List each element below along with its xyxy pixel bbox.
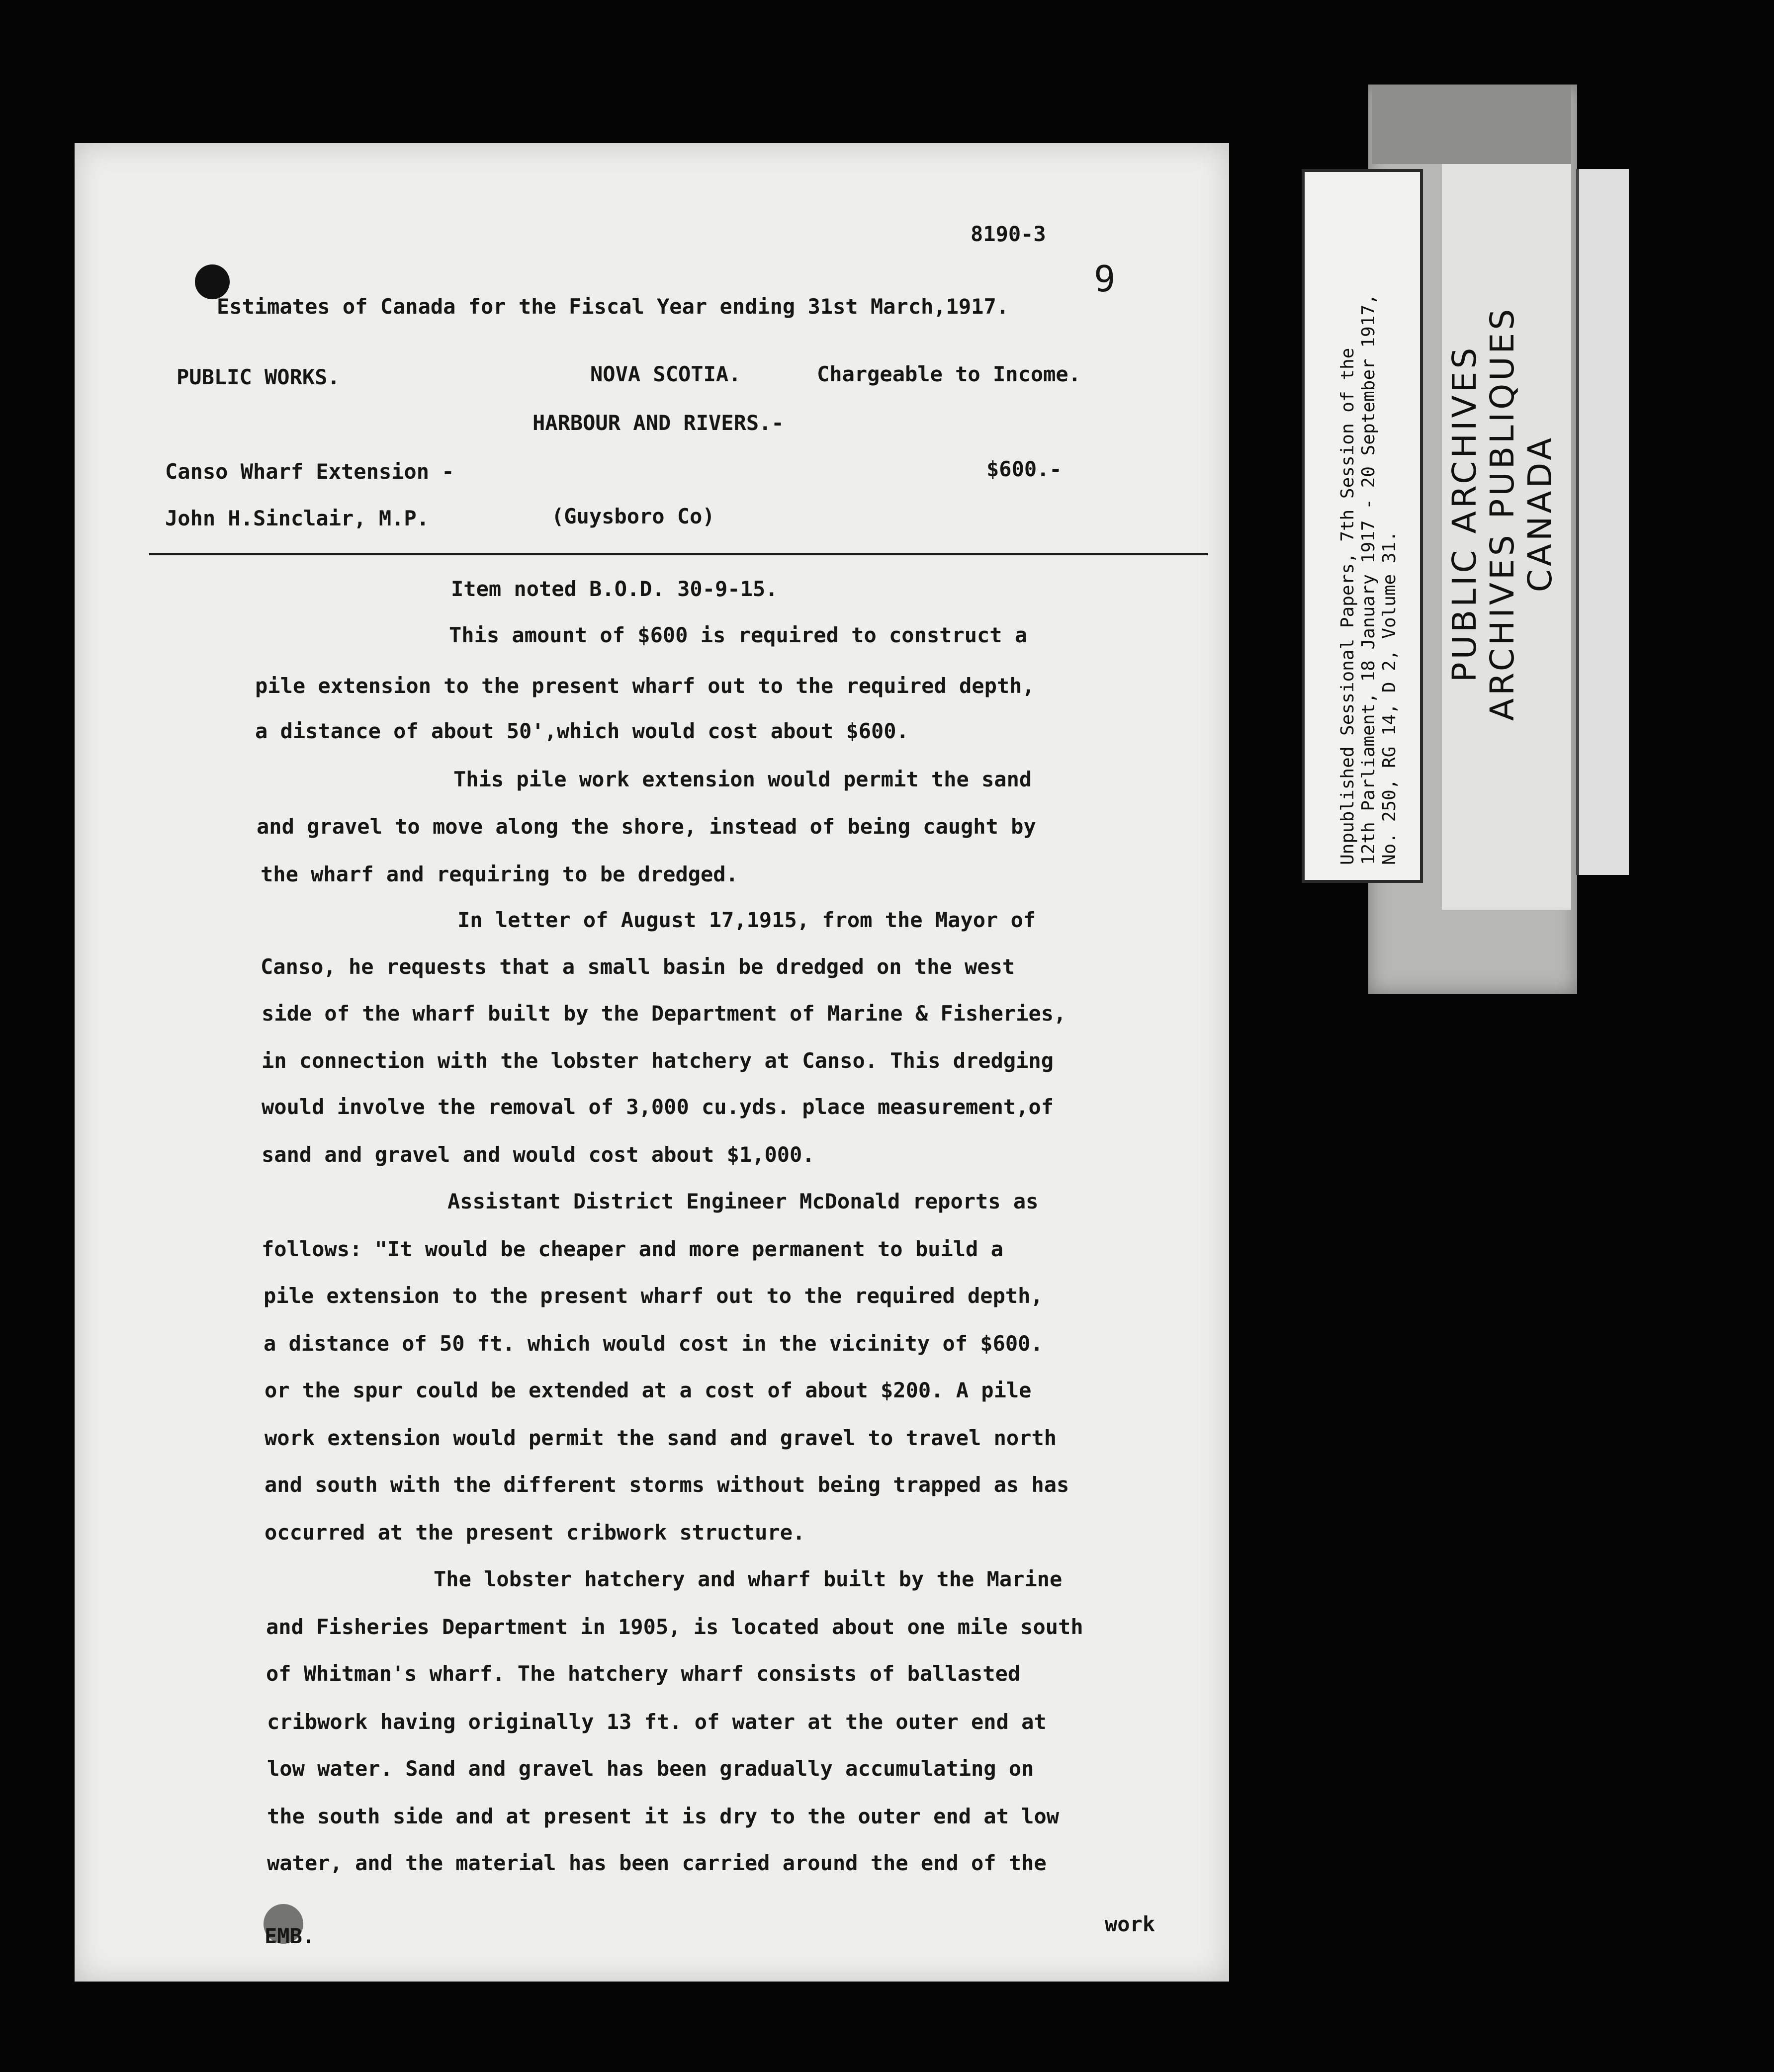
- body-line: follows: "It would be cheaper and more permanent to build a: [262, 1237, 1003, 1261]
- section-heading: HARBOUR AND RIVERS.-: [532, 411, 784, 435]
- body-line: In letter of August 17,1915, from the Mayor of: [457, 908, 1036, 932]
- department: PUBLIC WORKS.: [177, 365, 340, 389]
- body-line: sand and gravel and would cost about $1,000.: [262, 1142, 815, 1167]
- province: NOVA SCOTIA.: [590, 362, 741, 386]
- member-name: John H.Sinclair, M.P.: [165, 506, 430, 530]
- body-line: cribwork having originally 13 ft. of water at the outer end at: [267, 1710, 1047, 1734]
- body-line: of Whitman's wharf. The hatchery wharf consists of ballasted: [266, 1661, 1021, 1686]
- body-line: This amount of $600 is required to construct a: [449, 623, 1028, 647]
- typist-initials: EMB.: [265, 1924, 315, 1948]
- archive-label-text: [1337, 294, 1400, 865]
- body-line: Assistant District Engineer McDonald reports as: [447, 1189, 1039, 1213]
- body-line: in connection with the lobster hatchery at Canso. This dredging: [262, 1048, 1054, 1073]
- body-line: Canso, he requests that a small basin be dredged on the west: [261, 954, 1015, 979]
- item-name: Canso Wharf Extension -: [165, 459, 454, 484]
- archive-stamp-text: [1446, 306, 1559, 721]
- body-line: a distance of 50 ft. which would cost in the vicinity of $600.: [264, 1331, 1043, 1356]
- body-line: the south side and at present it is dry to the outer end at low: [267, 1804, 1060, 1828]
- archive-label-line: No. 250, RG 14, D 2, Volume 31.: [1379, 531, 1400, 865]
- archive-stamp-line: PUBLIC ARCHIVES: [1445, 345, 1484, 683]
- file-number: 8190-3: [971, 222, 1046, 246]
- body-line: and Fisheries Department in 1905, is located about one mile south: [266, 1615, 1083, 1639]
- body-line: would involve the removal of 3,000 cu.yds. place measurement,of: [262, 1095, 1054, 1119]
- body-line: low water. Sand and gravel has been gradually accumulating on: [267, 1756, 1034, 1781]
- catchword: work: [1105, 1912, 1155, 1936]
- body-line: water, and the material has been carried around the end of the: [267, 1851, 1047, 1875]
- archive-stamp-line: CANADA: [1521, 434, 1559, 593]
- archive-label-line: Unpublished Sessional Papers, 7th Session of the: [1337, 347, 1358, 865]
- body-line: occurred at the present cribwork structure.: [265, 1520, 805, 1545]
- county: (Guysboro Co): [551, 504, 715, 528]
- body-line: The lobster hatchery and wharf built by the Marine: [434, 1567, 1063, 1591]
- header-rule: [149, 553, 1208, 555]
- body-line: or the spur could be extended at a cost of about $200. A pile: [265, 1378, 1032, 1402]
- body-line: a distance of about 50',which would cost about $600.: [255, 719, 909, 743]
- body-line: side of the wharf built by the Department of Marine & Fisheries,: [262, 1001, 1066, 1026]
- archive-envelope-fold: [1372, 85, 1571, 164]
- body-line: and south with the different storms without being trapped as has: [265, 1472, 1069, 1497]
- item-amount: $600.-: [986, 457, 1062, 481]
- body-line: This pile work extension would permit the sand: [453, 767, 1032, 791]
- body-line: pile extension to the present wharf out to the required depth,: [264, 1284, 1043, 1308]
- body-line: Item noted B.O.D. 30-9-15.: [451, 577, 778, 601]
- archive-label-line: 12th Parliament, 18 January 1917 - 20 September 1917,: [1358, 294, 1379, 865]
- body-line: pile extension to the present wharf out to the required depth,: [255, 674, 1035, 698]
- page-number: 9: [1094, 258, 1116, 300]
- body-line: and gravel to move along the shore, instead of being caught by: [257, 814, 1036, 839]
- body-line: work extension would permit the sand and gravel to travel north: [265, 1426, 1057, 1450]
- document-title: Estimates of Canada for the Fiscal Year ending 31st March,1917.: [217, 294, 1009, 319]
- archive-stamp-line: ARCHIVES PUBLIQUES: [1483, 306, 1521, 721]
- archive-side-strip: [1576, 169, 1629, 875]
- chargeable-to: Chargeable to Income.: [817, 362, 1081, 386]
- body-line: the wharf and requiring to be dredged.: [261, 862, 738, 886]
